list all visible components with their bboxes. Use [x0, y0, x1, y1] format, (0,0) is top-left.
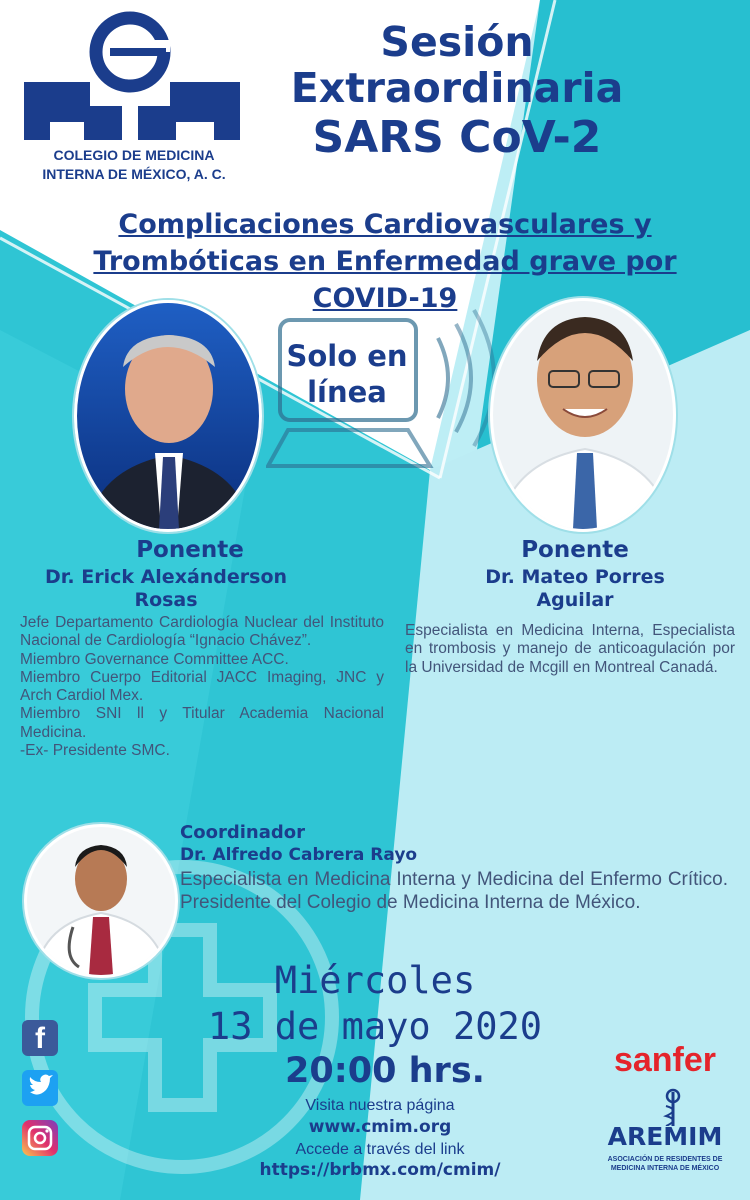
speaker1-name [10, 566, 322, 612]
speaker1-bio-3: Miembro Cuerpo Editorial JACC Imaging, JNC y Arch Cardiol Mex. [20, 668, 384, 705]
coordinator-portrait [27, 827, 175, 975]
logo-line2: INTERNA DE MÉXICO, A. C. [42, 166, 226, 182]
coordinator-role: Coordinador [180, 822, 305, 843]
aremim-logo: AREMIM [607, 1122, 723, 1151]
title-line3: SARS CoV-2 [312, 112, 602, 163]
instagram-icon[interactable] [22, 1120, 58, 1156]
online-label [272, 338, 422, 410]
online-line1: Solo en [286, 339, 408, 373]
twitter-bird-glyph [22, 1070, 58, 1106]
logo-caption [14, 146, 254, 184]
coordinator-name: Dr. Alfredo Cabrera Rayo [180, 845, 418, 865]
speaker2-name-line1: Dr. Mateo Porres [485, 566, 665, 588]
speaker1-role: Ponente [136, 537, 244, 563]
title-line2: Extraordinaria [290, 64, 624, 112]
visit-label: Visita nuestra página [305, 1097, 455, 1114]
speaker1-photo [74, 300, 262, 532]
aremim-sub2: MEDICINA INTERNA DE MÉXICO [610, 1165, 720, 1172]
topic-line3: COVID-19 [312, 283, 458, 314]
speaker1-portrait [77, 303, 259, 529]
title-line1: Sesión [380, 18, 534, 66]
event-day: Miércoles [274, 959, 476, 1002]
topic-line1: Complicaciones Cardiovasculares y [118, 209, 652, 240]
session-title [262, 20, 652, 164]
aremim-sub1: ASOCIACIÓN DE RESIDENTES DE [607, 1156, 723, 1163]
coordinator-photo [24, 824, 178, 978]
aremim-caption [590, 1155, 740, 1173]
speaker1-bio-2: Miembro Governance Committee ACC. [20, 650, 289, 668]
event-time: 20:00 hrs. [285, 1051, 485, 1091]
topic-line2: Trombóticas en Enfermedad grave por [93, 246, 677, 277]
speaker1-bio-4: Miembro SNI ll y Titular Academia Nacional Medicina. [20, 705, 384, 741]
online-line2: línea [307, 375, 387, 409]
logo-line1: COLEGIO DE MEDICINA [53, 147, 215, 163]
coordinator-bio: Especialista en Medicina Interna y Medicina del Enfermo Crítico. Presidente del Colegio de Medicina Interna de México. [180, 869, 728, 914]
instagram-glyph [22, 1120, 58, 1156]
speaker1-bio [20, 614, 384, 760]
cmim-logo [22, 10, 244, 140]
caduceus-icon [662, 1088, 684, 1126]
speaker2-name-line2: Aguilar [536, 589, 614, 611]
meeting-link[interactable]: https://brbmx.com/cmim/ [259, 1160, 501, 1180]
speaker2-portrait [493, 301, 673, 529]
website-link[interactable]: www.cmim.org [308, 1117, 452, 1137]
facebook-icon[interactable]: f [22, 1020, 58, 1056]
speaker1-name-line2: Rosas [134, 589, 198, 611]
sanfer-logo: sanfer [613, 1041, 717, 1079]
speaker1-bio-1: Jefe Departamento Cardiología Nuclear del Instituto Nacional de Cardiología “Ignacio Chávez”. [20, 614, 384, 650]
speaker2-name [420, 566, 730, 612]
speaker2-role: Ponente [521, 537, 629, 563]
access-label: Accede a través del link [295, 1141, 465, 1158]
speaker2-bio: Especialista en Medicina Interna, Especialista en trombosis y manejo de anticoagulación por la Universidad de Mcgill en Montreal Canadá. [405, 622, 735, 676]
speaker1-bio-5: -Ex- Presidente SMC. [20, 741, 170, 759]
event-date: 13 de mayo 2020 [207, 1005, 543, 1048]
speaker2-photo [490, 298, 676, 532]
speaker1-name-line1: Dr. Erick Alexánderson [44, 566, 288, 588]
twitter-icon[interactable] [22, 1070, 58, 1106]
